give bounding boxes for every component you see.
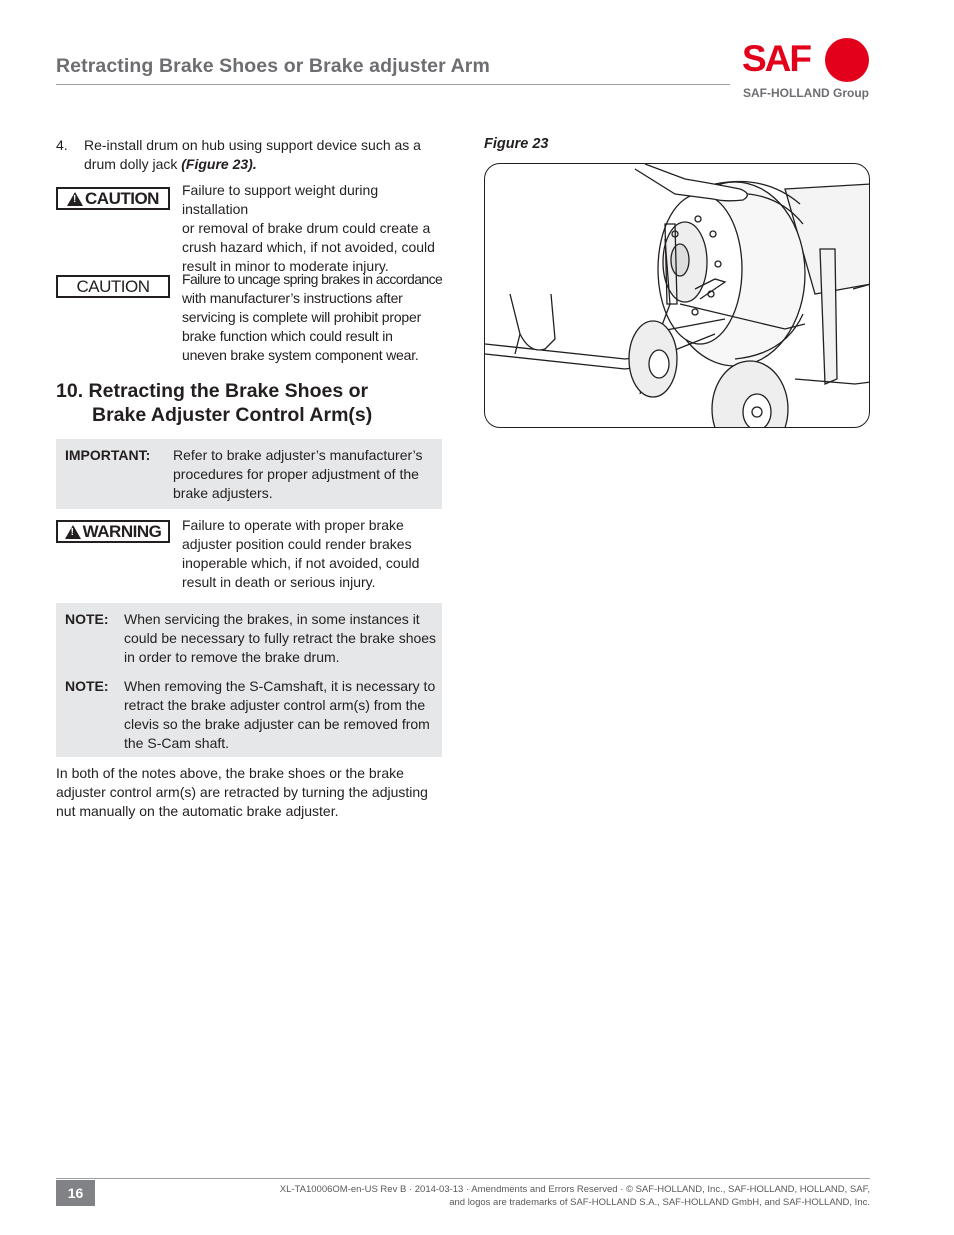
important-label: IMPORTANT: [65, 447, 151, 463]
page-number: 16 [56, 1180, 95, 1206]
alert-triangle-icon [65, 525, 81, 539]
figure-caption: Figure 23 [484, 136, 549, 152]
notes-box [56, 603, 442, 757]
drum-dolly-illustration [485, 164, 870, 428]
section-heading: 10. Retracting the Brake Shoes or Brake Adjuster Control Arm(s) [56, 380, 373, 426]
note-label: NOTE: [65, 611, 109, 627]
logo-wordmark: SAF [742, 38, 810, 79]
figure-reference: (Figure 23). [181, 156, 257, 172]
warning-text: Failure to operate with proper brake adjuster position could render brakes inoperable which, if not avoided, could result in death or serious injury. [182, 517, 420, 590]
caution-1-text: Failure to support weight during installation or removal of brake drum could create a crush hazard which, if not avoided, could result in minor to moderate injury. [182, 182, 435, 274]
caution-badge: CAUTION [56, 275, 170, 298]
footer-legal: XL-TA10006OM-en-US Rev B · 2014-03-13 · Amendments and Errors Reserved · © SAF-HOLLAND, Inc., SAF-HOLLAND, HOLLAND, SAF, and logos are trademarks of SAF-HOLLAND S.A., SAF-HOLLAND GmbH, and SAF-HOLLAND, Inc. [279, 1184, 870, 1208]
figure-23-illustration [484, 163, 870, 428]
logo-red-circle [825, 38, 869, 82]
important-text: Refer to brake adjuster’s manufacturer’s procedures for proper adjustment of the brake adjusters. [173, 447, 423, 501]
step-text: Re-install drum on hub using support device such as a drum dolly jack (Figure 23). [84, 137, 421, 172]
warning-badge: ! WARNING [56, 520, 170, 543]
step-number: 4. [56, 137, 68, 153]
caution-2-text: Failure to uncage spring brakes in accordance with manufacturer’s instructions after servicing is complete will prohibit proper brake function which could result in uneven brake system component wear. [182, 271, 443, 363]
footer-divider [56, 1178, 870, 1179]
note-2-text: When removing the S-Camshaft, it is necessary to retract the brake adjuster control arm(s) from the clevis so the brake adjuster can be removed from the S-Cam shaft. [124, 678, 436, 751]
important-box [56, 439, 442, 509]
page-header-title: Retracting Brake Shoes or Brake adjuster Arm [56, 55, 490, 77]
body-paragraph: In both of the notes above, the brake shoes or the brake adjuster control arm(s) are retracted by turning the adjusting nut manually on the automatic brake adjuster. [56, 765, 428, 819]
header-divider [56, 84, 730, 85]
caution-badge-with-icon: ! CAUTION [56, 187, 170, 210]
note-1-text: When servicing the brakes, in some instances it could be necessary to fully retract the brake shoes in order to remove the brake drum. [124, 611, 437, 665]
logo-subtitle: SAF-HOLLAND Group [743, 86, 869, 100]
alert-triangle-icon [67, 192, 83, 206]
note-label: NOTE: [65, 678, 109, 694]
saf-holland-logo [742, 38, 872, 104]
